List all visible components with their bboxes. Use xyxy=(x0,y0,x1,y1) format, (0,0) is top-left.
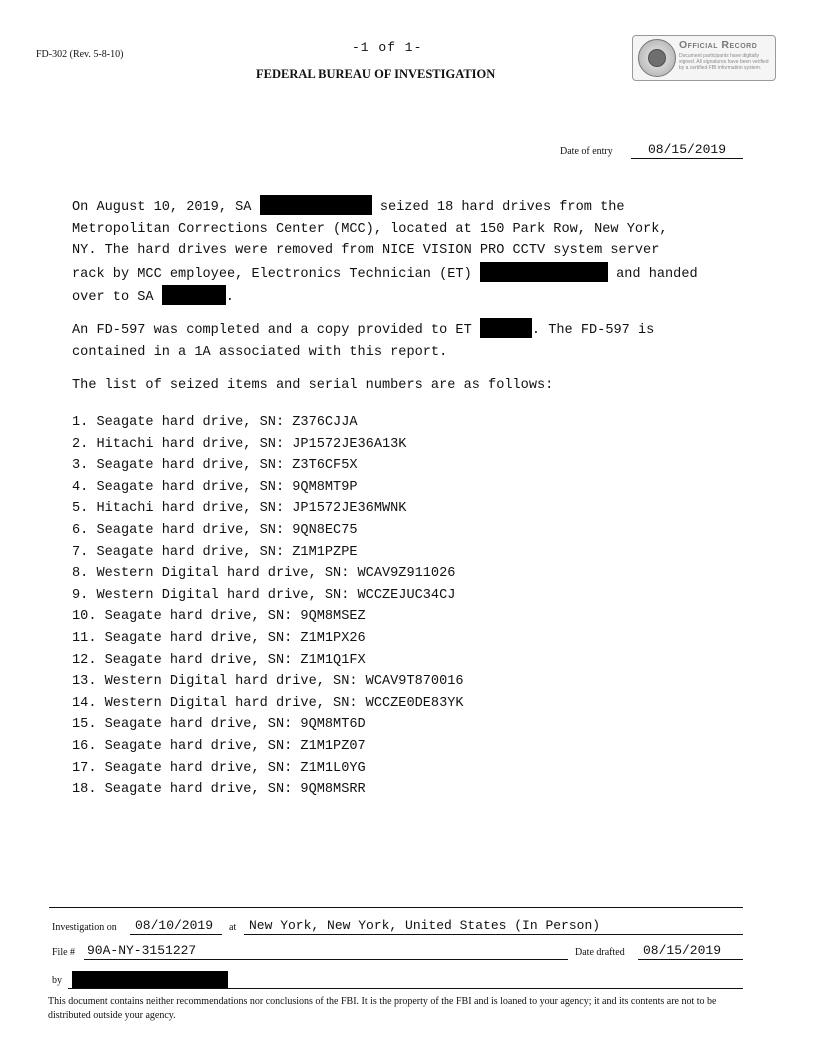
text-segment: On August 10, 2019, SA xyxy=(72,200,252,215)
list-item: 7. Seagate hard drive, SN: Z1M1PZPE xyxy=(72,544,358,560)
redaction-block xyxy=(260,195,372,215)
seal-text: Document participants have digitally signed. All signatures have been verified by a certified FBI information system. xyxy=(679,53,769,71)
file-number-underline xyxy=(84,959,568,960)
text-segment: and handed xyxy=(616,266,698,282)
paragraph-seizure xyxy=(72,195,698,309)
list-item: 2. Hitachi hard drive, SN: JP1572JE36A13K xyxy=(72,436,407,452)
fbi-seal-icon xyxy=(638,39,676,77)
page-number: -1 of 1- xyxy=(352,40,423,55)
text-line: Metropolitan Corrections Center (MCC), located at 150 Park Row, New York, xyxy=(72,221,668,237)
list-item: 16. Seagate hard drive, SN: Z1M1PZ07 xyxy=(72,738,366,754)
text-segment: seized 18 hard drives from the xyxy=(379,200,625,215)
list-item: 15. Seagate hard drive, SN: 9QM8MT6D xyxy=(72,717,366,733)
list-item: 4. Seagate hard drive, SN: 9QM8MT9P xyxy=(72,479,358,495)
list-item: 6. Seagate hard drive, SN: 9QN8EC75 xyxy=(72,522,358,538)
list-item: 13. Western Digital hard drive, SN: WCAV9T870016 xyxy=(72,674,464,690)
redaction-block xyxy=(480,318,532,338)
investigation-date-underline xyxy=(130,934,222,935)
text-segment: An FD-597 was completed and a copy provided to ET xyxy=(72,323,472,338)
disclaimer: This document contains neither recommendations nor conclusions of the FBI. It is the property of the FBI and is loaned to your agency; it and its contents are not to be distributed outside your agency. xyxy=(48,996,717,1021)
list-item: 8. Western Digital hard drive, SN: WCAV9Z911026 xyxy=(72,566,456,582)
list-item: 3. Seagate hard drive, SN: Z3T6CF5X xyxy=(72,458,358,474)
at-label: at xyxy=(229,922,237,933)
location-underline xyxy=(244,934,743,935)
paragraph-fd597 xyxy=(72,318,654,363)
list-item: 1. Seagate hard drive, SN: Z376CJJA xyxy=(72,415,358,430)
text-line xyxy=(72,318,654,342)
list-item: 12. Seagate hard drive, SN: Z1M1Q1FX xyxy=(72,652,366,668)
text-line: contained in a 1A associated with this report. xyxy=(72,344,448,360)
investigation-on-value: 08/10/2019 xyxy=(135,918,214,933)
text-segment: . The FD-597 is xyxy=(531,323,655,338)
investigation-on-label: Investigation on xyxy=(52,922,117,933)
paragraph-list-intro: The list of seized items and serial numbers are as follows: xyxy=(72,378,554,393)
text-line xyxy=(72,285,698,309)
redaction-block xyxy=(72,971,228,988)
list-item: 17. Seagate hard drive, SN: Z1M1L0YG xyxy=(72,760,366,776)
agency-title: FEDERAL BUREAU OF INVESTIGATION xyxy=(256,67,496,81)
date-drafted-label: Date drafted xyxy=(575,947,625,958)
by-label: by xyxy=(52,975,62,986)
file-number-label: File # xyxy=(52,947,76,958)
official-record-seal xyxy=(632,35,776,81)
list-item: 18. Seagate hard drive, SN: 9QM8MSRR xyxy=(72,782,366,798)
list-item: 5. Hitachi hard drive, SN: JP1572JE36MWNK xyxy=(72,501,407,517)
list-item: 9. Western Digital hard drive, SN: WCCZEJUC34CJ xyxy=(72,587,456,603)
date-drafted-underline xyxy=(638,959,743,960)
list-item: 11. Seagate hard drive, SN: Z1M1PX26 xyxy=(72,630,366,646)
text-segment: . xyxy=(225,290,234,306)
text-line: NY. The hard drives were removed from NICE VISION PRO CCTV system server xyxy=(72,243,660,259)
form-number: FD-302 (Rev. 5-8-10) xyxy=(36,49,124,60)
list-item: 14. Western Digital hard drive, SN: WCCZE0DE83YK xyxy=(72,695,464,711)
redaction-block xyxy=(480,262,608,282)
redaction-block xyxy=(162,285,226,305)
footer-divider xyxy=(49,907,743,908)
text-segment: over to SA xyxy=(72,290,154,306)
date-drafted-value: 08/15/2019 xyxy=(643,943,722,958)
date-of-entry-label: Date of entry xyxy=(560,146,613,157)
list-item: 10. Seagate hard drive, SN: 9QM8MSEZ xyxy=(72,609,366,625)
text-segment: rack by MCC employee, Electronics Technician (ET) xyxy=(72,266,472,282)
text-line xyxy=(72,262,698,286)
text-line xyxy=(72,195,698,219)
file-number-value: 90A-NY-3151227 xyxy=(87,943,197,958)
investigation-location-value: New York, New York, United States (In Person) xyxy=(249,918,601,933)
seal-title: Official Record xyxy=(679,39,758,51)
by-underline xyxy=(68,988,743,989)
date-of-entry-value: 08/15/2019 xyxy=(631,142,743,159)
seized-items-list xyxy=(72,412,464,801)
